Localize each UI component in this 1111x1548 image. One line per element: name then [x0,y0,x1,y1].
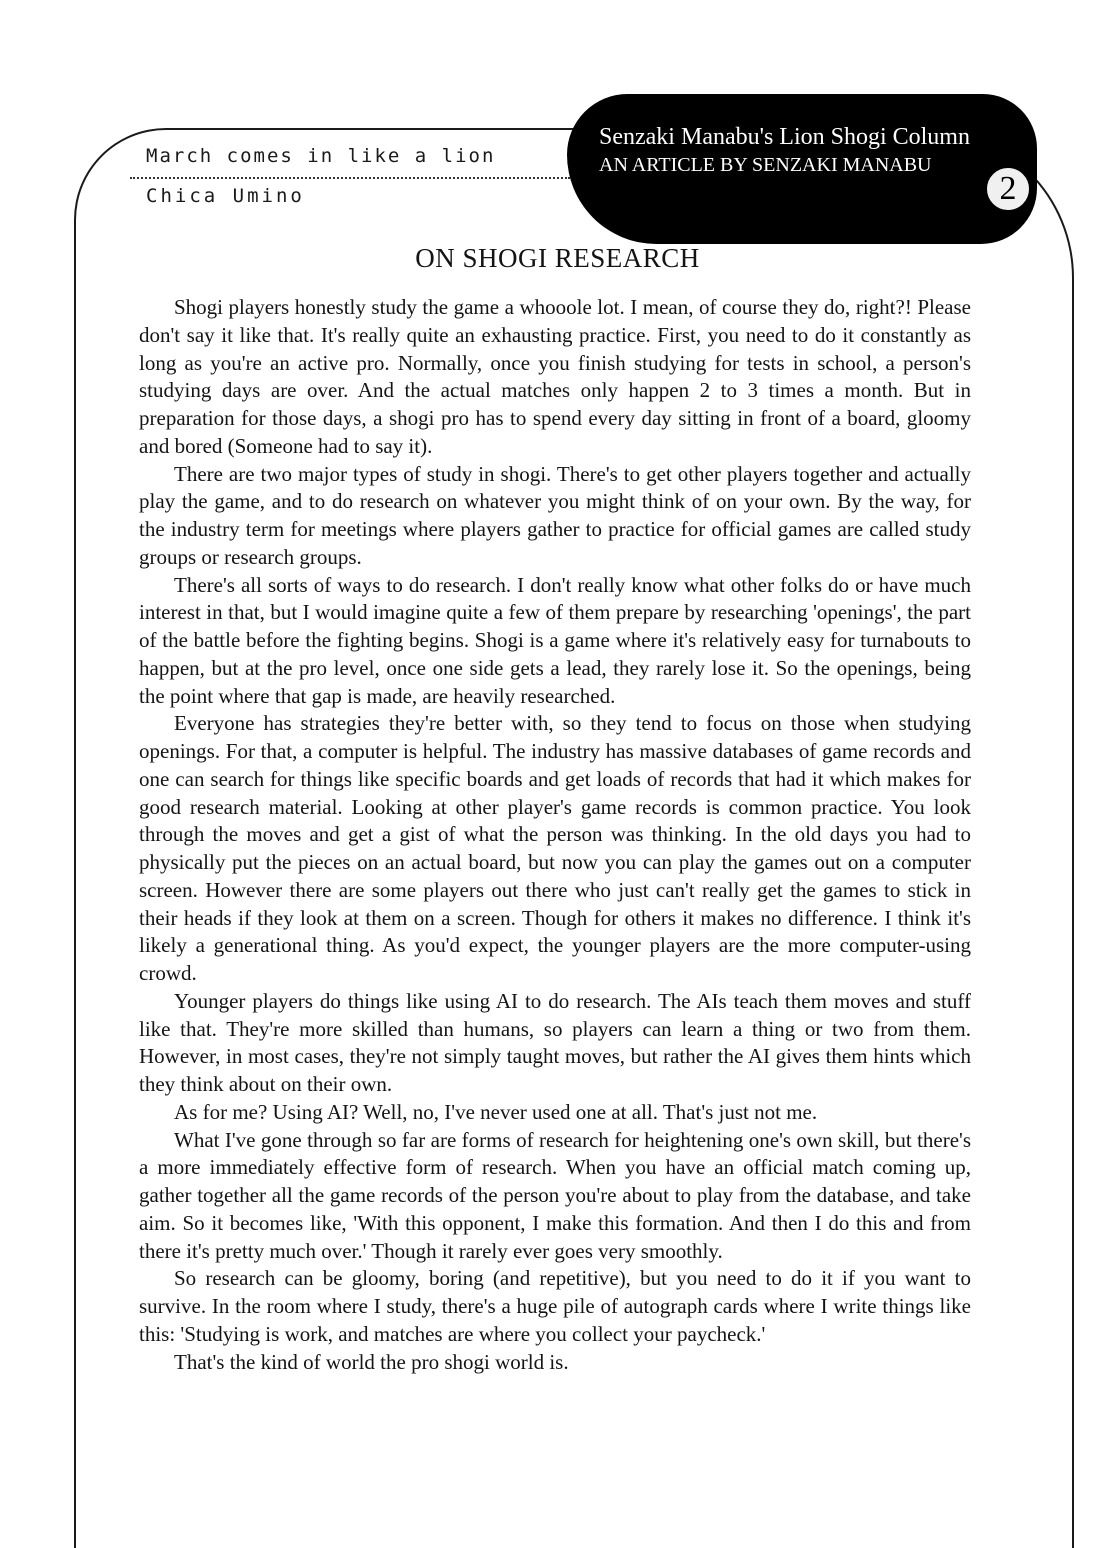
series-author: Chica Umino [146,185,305,207]
article-paragraph: Younger players do things like using AI to do research. The AIs teach them moves and stuff like that. They're more skilled than humans, so players can learn a thing or two from them. However, in most cases, they're not simply taught moves, but rather the AI gives them hints which they think about on their own. [139,988,971,1096]
article-heading: ON SHOGI RESEARCH [415,243,700,273]
article-paragraph: What I've gone through so far are forms of research for heightening one's own skill, but there's a more immediately effective form of research. When you have an official match coming up, gather together all the game records of the person you're about to play from the database, and take aim. So it becomes like, 'With this opponent, I make this formation. And then I do this and from there it's pretty much over.' Though it rarely ever goes very smoothly. [139,1127,971,1263]
article-paragraph: Everyone has strategies they're better with, so they tend to focus on those when studying openings. For that, a computer is helpful. The industry has massive databases of game records and one can search for things like specific boards and get loads of records that had it which makes for good research material. Looking at other player's game records is common practice. You look through the moves and get a gist of what the person was thinking. In the old days you had to physically put the pieces on an actual board, but now you can play the games out on a computer screen. However there are some players out there who just can't really get the games to stick in their heads if they look at them on a screen. Though for others it makes no difference. I think it's likely a generational thing. As you'd expect, the younger players are the more computer-using crowd. [139,711,971,985]
article-paragraph: As for me? Using AI? Well, no, I've never used one at all. That's just not me. [174,1099,818,1124]
article-paragraph: There's all sorts of ways to do research. I don't really know what other folks do or have much interest in that, but I would imagine quite a few of them prepare by researching 'openings', the part of the battle before the fighting begins. Shogi is a game where it's relatively easy for turnabouts to happen, but at the pro level, once one side gets a lead, they rarely lose it. So the openings, being the point where that gap is made, are heavily researched. [139,572,971,708]
article-paragraph: So research can be gloomy, boring (and repetitive), but you need to do it if you want to survive. In the room where I study, there's a huge pile of autograph cards where I write things like this: 'Studying is work, and matches are where you collect your paycheck.' [139,1266,971,1346]
article-paragraph: That's the kind of world the pro shogi world is. [174,1349,569,1374]
issue-number-badge: 2 [985,166,1031,212]
column-title: Senzaki Manabu's Lion Shogi Column [599,124,970,150]
article-body [139,294,971,1376]
article-paragraph: There are two major types of study in shogi. There's to get other players together and actually play the game, and to do research on whatever you might think of on your own. By the way, for the industry term for meetings where players gather to practice for official games are called study groups or research groups. [139,461,971,569]
column-byline: AN ARTICLE BY SENZAKI MANABU [599,154,932,176]
dotted-divider [130,177,570,179]
article-paragraph: Shogi players honestly study the game a whooole lot. I mean, of course they do, right?! Please don't say it like that. It's really quite an exhausting practice. First, you need to do it constantly as long as you're an active pro. Normally, once you finish studying for tests in school, a person's studying days are over. And the actual matches only happen 2 to 3 times a month. But in preparation for those days, a shogi pro has to spend every day sitting in front of a board, gloomy and bored (Someone had to say it). [139,295,971,458]
series-info [130,143,570,223]
column-header-banner [567,94,1037,244]
series-title: March comes in like a lion [146,145,496,167]
